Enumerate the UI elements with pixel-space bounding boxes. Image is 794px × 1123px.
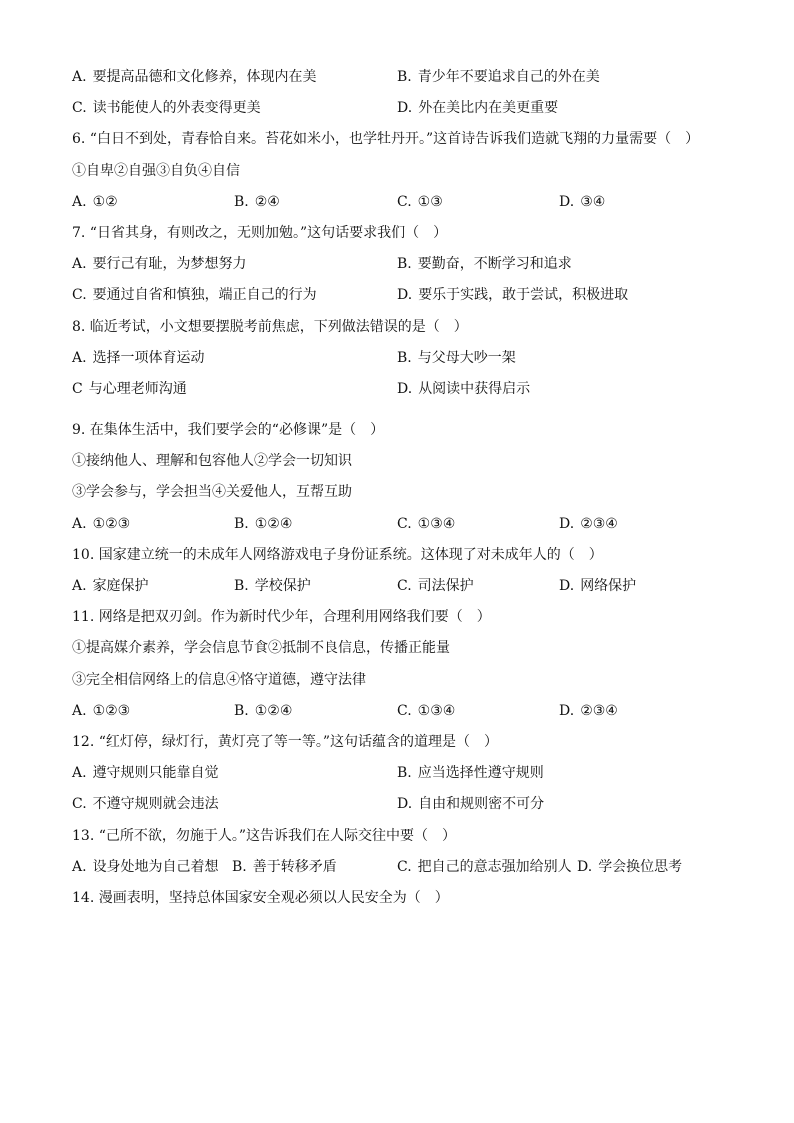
q9-option-b: B. ①②④ bbox=[234, 515, 293, 532]
q12-options-row-2 bbox=[72, 789, 732, 820]
q10-option-a: A. 家庭保护 bbox=[72, 578, 149, 594]
q9-items-2: ③学会参与，学会担当④关爱他人，互帮互助 bbox=[72, 484, 352, 501]
q11-items-1: ①提高媒介素养，学会信息节食②抵制不良信息，传播正能量 bbox=[72, 640, 450, 657]
q12-options-row-1 bbox=[72, 758, 732, 789]
q6-option-a: A. ①② bbox=[72, 193, 118, 210]
q10-option-c: C. 司法保护 bbox=[397, 578, 474, 594]
q10-option-d: D. 网络保护 bbox=[559, 578, 637, 594]
q13-option-d: D. 学会换位思考 bbox=[577, 858, 683, 875]
q12-option-d: D. 自由和规则密不可分 bbox=[397, 796, 545, 813]
q11-option-a: A. ①②③ bbox=[72, 702, 131, 719]
q10-option-b: B. 学校保护 bbox=[234, 578, 311, 594]
q11-stem: 11. 网络是把双刃剑。作为新时代少年，合理利用网络我们要（ ） bbox=[72, 609, 491, 626]
q7-options-row-1 bbox=[72, 249, 732, 280]
q5-options-row-1 bbox=[72, 62, 732, 93]
q9-options bbox=[72, 509, 732, 540]
q7-option-b: B. 要勤奋，不断学习和追求 bbox=[397, 256, 572, 273]
q6-stem: 6. “白日不到处，青春恰自来。苔花如米小，也学牡丹开。”这首诗告诉我们造就飞翔的力量需要（ ） bbox=[72, 131, 700, 148]
q6-items: ①自卑②自强③自负④自信 bbox=[72, 162, 240, 179]
q7-options-row-2 bbox=[72, 280, 732, 311]
q5-option-c: C. 读书能使人的外表变得更美 bbox=[72, 100, 261, 117]
q14-stem: 14. 漫画表明，坚持总体国家安全观必须以人民安全为（ ） bbox=[72, 889, 449, 906]
q5-option-d: D. 外在美比内在美更重要 bbox=[397, 100, 559, 117]
q5-option-a: A. 要提高品德和文化修养，体现内在美 bbox=[72, 69, 317, 85]
q9-option-d: D. ②③④ bbox=[559, 515, 618, 532]
q13-option-a: A. 设身处地为自己着想 bbox=[72, 858, 219, 875]
q8-option-d: D. 从阅读中获得启示 bbox=[397, 380, 531, 397]
q12-option-b: B. 应当选择性遵守规则 bbox=[397, 765, 544, 782]
q8-option-c: C 与心理老师沟通 bbox=[72, 380, 187, 397]
q7-stem: 7. “日省其身，有则改之，无则加勉。”这句话要求我们（ ） bbox=[72, 224, 448, 241]
q5-options-row-2 bbox=[72, 93, 732, 124]
q6-option-c: C. ①③ bbox=[397, 193, 443, 210]
q13-options bbox=[72, 852, 732, 883]
q9-option-a: A. ①②③ bbox=[72, 515, 131, 532]
q13-option-b: B. 善于转移矛盾 bbox=[232, 858, 337, 875]
q11-option-c: C. ①③④ bbox=[397, 702, 456, 719]
q6-option-b: B. ②④ bbox=[234, 193, 280, 210]
q11-items-2: ③完全相信网络上的信息④恪守道德，遵守法律 bbox=[72, 671, 366, 688]
q5-option-b: B. 青少年不要追求自己的外在美 bbox=[397, 69, 600, 85]
q9-stem: 9. 在集体生活中，我们要学会的“必修课”是（ ） bbox=[72, 422, 385, 439]
q8-stem: 8. 临近考试，小文想要摆脱考前焦虑，下列做法错误的是（ ） bbox=[72, 318, 468, 335]
q13-option-c: C. 把自己的意志强加给别人 bbox=[397, 858, 572, 875]
q10-options bbox=[72, 571, 732, 602]
q10-stem: 10. 国家建立统一的未成年人网络游戏电子身份证系统。这体现了对未成年人的（ ） bbox=[72, 546, 603, 563]
exam-page bbox=[72, 62, 732, 914]
q9-items-1: ①接纳他人、理解和包容他人②学会一切知识 bbox=[72, 453, 352, 470]
q8-option-b: B. 与父母大吵一架 bbox=[397, 349, 516, 366]
q6-options bbox=[72, 187, 732, 218]
spacer bbox=[72, 405, 732, 415]
q13-stem: 13. “己所不欲，勿施于人。”这告诉我们在人际交往中要（ ） bbox=[72, 827, 457, 844]
q11-option-d: D. ②③④ bbox=[559, 702, 618, 719]
q12-option-c: C. 不遵守规则就会违法 bbox=[72, 796, 219, 813]
q11-options bbox=[72, 696, 732, 727]
q7-option-c: C. 要通过自省和慎独，端正自己的行为 bbox=[72, 287, 317, 304]
q8-options-row-1 bbox=[72, 343, 732, 374]
q12-option-a: A. 遵守规则只能靠自觉 bbox=[72, 765, 219, 782]
q12-stem: 12. “红灯停，绿灯行，黄灯亮了等一等。”这句话蕴含的道理是（ ） bbox=[72, 733, 499, 750]
q8-options-row-2 bbox=[72, 374, 732, 405]
q8-option-a: A. 选择一项体育运动 bbox=[72, 349, 205, 366]
q7-option-a: A. 要行己有耻，为梦想努力 bbox=[72, 256, 247, 273]
q9-option-c: C. ①③④ bbox=[397, 515, 456, 532]
q11-option-b: B. ①②④ bbox=[234, 702, 293, 719]
q6-option-d: D. ③④ bbox=[559, 193, 606, 210]
q7-option-d: D. 要乐于实践，敢于尝试，积极进取 bbox=[397, 287, 629, 304]
